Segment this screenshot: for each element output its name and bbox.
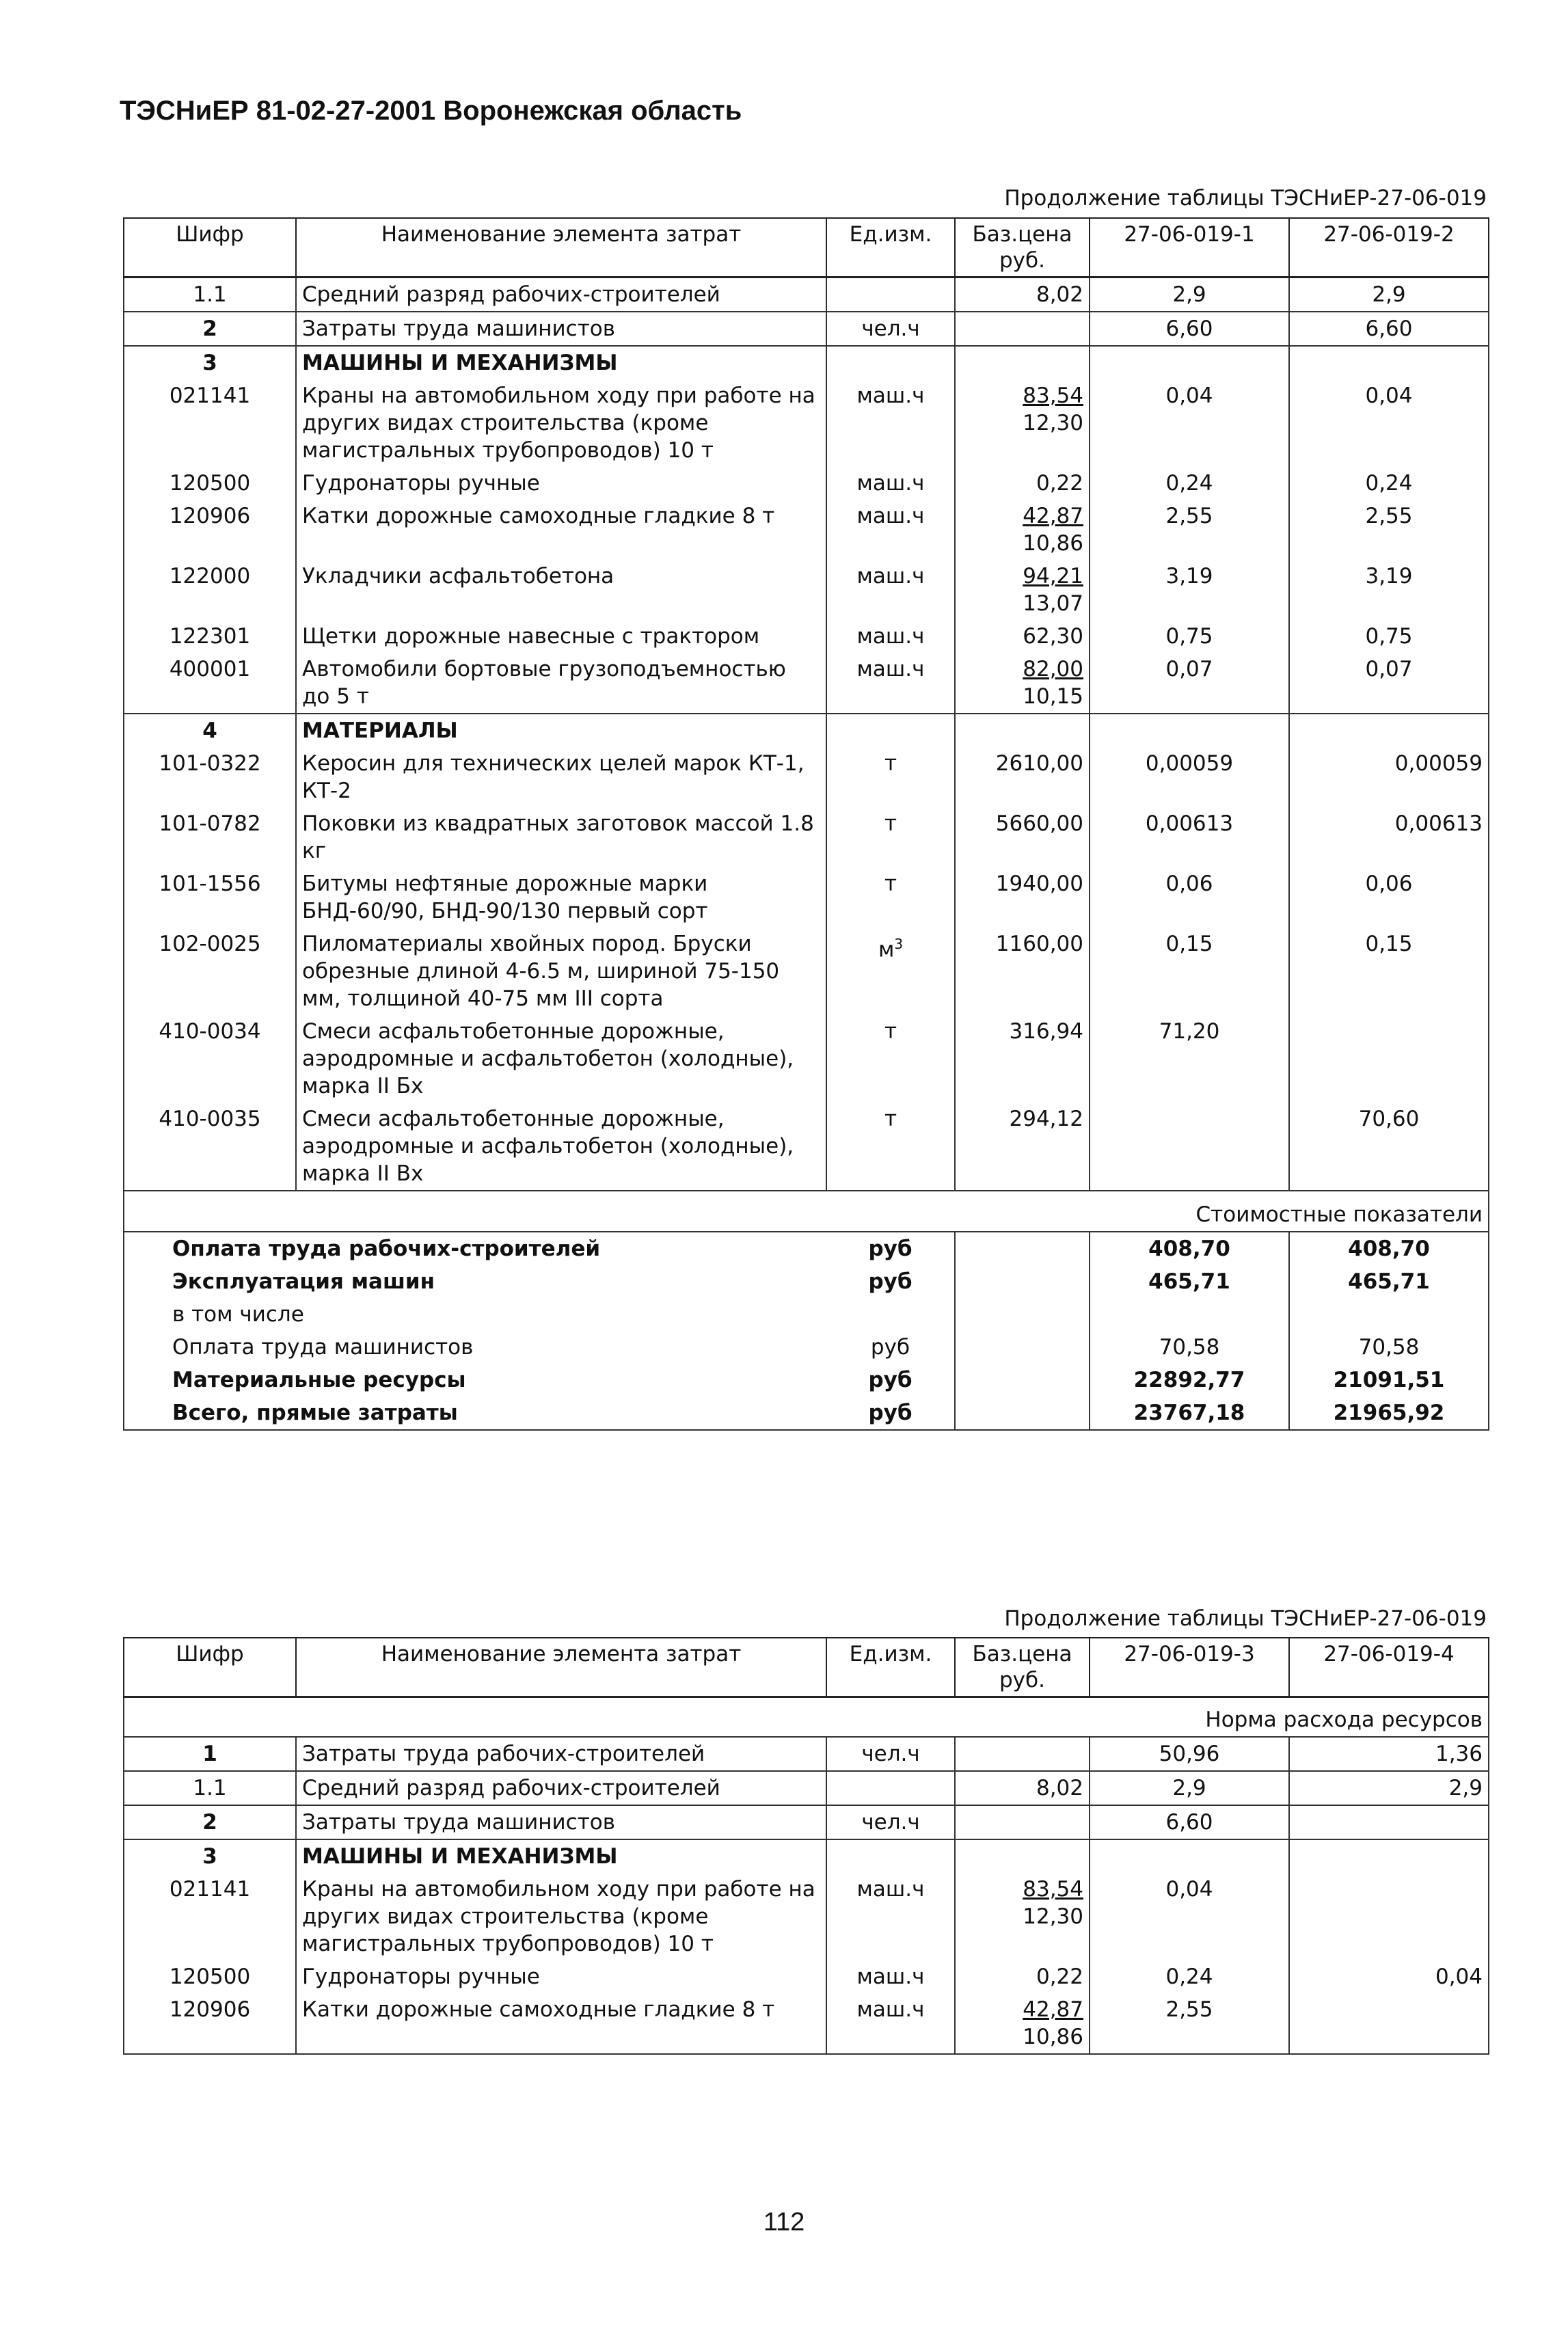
table-row [124,807,1489,867]
table-row [124,1960,1489,1993]
resource-table-1 [123,217,1489,1431]
table-cell: 0,75 [1289,620,1489,653]
table-cell: Катки дорожные самоходные гладкие 8 т [296,1993,826,2054]
table-cell: Щетки дорожные навесные с трактором [296,620,826,653]
table-cell: Норма расхода ресурсов [1090,1697,1489,1738]
table-cell [1090,346,1289,379]
table-cell: 102-0025 [124,928,296,1015]
cell-text: 83,54 [1023,383,1083,408]
cell-text: 10,86 [1023,2025,1083,2049]
table-cell: 0,06 [1289,867,1489,928]
table-cell [955,1331,1090,1364]
header-code: Шифр [124,1638,296,1697]
table-row [124,1103,1489,1191]
table-cell: 0,00613 [1090,807,1289,867]
table-cell: 0,04 [1289,379,1489,467]
section-row-materials [124,714,1489,747]
table-cell: Затраты труда машинистов [296,312,826,346]
table-cell: 465,71 [1090,1265,1289,1298]
cost-row [124,1298,1489,1331]
table-cell: МАШИНЫ И МЕХАНИЗМЫ [296,1839,826,1873]
cell-text: 3 [894,936,904,952]
cost-row [124,1232,1489,1265]
table-cell: 1 [124,1737,296,1771]
table-row [124,312,1489,346]
table-cell: Оплата труда рабочих-строителей [124,1232,826,1265]
header-unit: Ед.изм. [826,1638,955,1697]
table-cell [955,1232,1090,1265]
cell-text: 82,00 [1023,657,1083,681]
table-cell [826,278,955,312]
table-row [124,1993,1489,2054]
table-cell: Эксплуатация машин [124,1265,826,1298]
table-header-row [124,1638,1489,1697]
table-cell: 2,55 [1289,500,1489,560]
table-cell: 0,00059 [1090,747,1289,807]
table-cell [955,560,1090,620]
table-row [124,1873,1489,1960]
table-cell: 0,00059 [1289,747,1489,807]
table-cell: маш.ч [826,560,955,620]
table-cell [124,1697,1090,1738]
table-cell [1289,1298,1489,1331]
table-cell: Всего, прямые затраты [124,1396,826,1430]
table-row [124,1805,1489,1839]
cell-text: Баз.цена [972,222,1072,247]
table-cell: 8,02 [955,278,1090,312]
table-cell: 316,94 [955,1015,1090,1103]
table-cell [1289,1805,1489,1839]
table-cell: 120500 [124,1960,296,1993]
table-cell: Стоимостные показатели [1090,1191,1489,1232]
cell-text: 42,87 [1023,504,1083,528]
cell-text: 94,21 [1023,564,1083,589]
table-cell: Материальные ресурсы [124,1364,826,1396]
table-cell: 50,96 [1090,1737,1289,1771]
table-cell: руб [826,1265,955,1298]
cell-text: м [878,937,895,962]
table-cell: МАШИНЫ И МЕХАНИЗМЫ [296,346,826,379]
table-cell [826,714,955,747]
table-cell: 410-0035 [124,1103,296,1191]
table-cell: маш.ч [826,1960,955,1993]
table-cell: маш.ч [826,500,955,560]
table-cell [955,379,1090,467]
table-cell: 021141 [124,1873,296,1960]
table-cell: 0,22 [955,1960,1090,1993]
table-cell: т [826,807,955,867]
header-col1: 27-06-019-3 [1090,1638,1289,1697]
table-cell: руб [826,1232,955,1265]
table-row [124,653,1489,714]
table-cell: 23767,18 [1090,1396,1289,1430]
header-price [955,218,1090,278]
cell-text: 10,86 [1023,531,1083,556]
table-cell: 2 [124,312,296,346]
table-cell [826,1839,955,1873]
table-cell [955,1993,1090,2054]
table-cell: т [826,1103,955,1191]
table-cell: руб [826,1396,955,1430]
table-cell [1289,346,1489,379]
table-cell: 2,9 [1090,1771,1289,1805]
table-cell: Укладчики асфальтобетона [296,560,826,620]
table-cell [826,928,955,1015]
table-cell: Поковки из квадратных заготовок массой 1.8 кг [296,807,826,867]
table-cell [955,1265,1090,1298]
table-cell: 410-0034 [124,1015,296,1103]
table-row [124,500,1489,560]
header-col2: 27-06-019-2 [1289,218,1489,278]
continuation-note-1: Продолжение таблицы ТЭСНиЕР-27-06-019 [1004,186,1487,211]
table-cell: 122301 [124,620,296,653]
table-cell: 0,24 [1090,467,1289,500]
table-cell: 0,24 [1289,467,1489,500]
table-cell: Краны на автомобильном ходу при работе на других видах строительства (кроме магистральных трубопроводов) 10 т [296,379,826,467]
table-row [124,867,1489,928]
section-row-machines [124,1839,1489,1873]
table-cell: 101-0322 [124,747,296,807]
table-cell: 0,15 [1090,928,1289,1015]
table-cell [1289,1873,1489,1960]
table-cell: 0,07 [1289,653,1489,714]
table-cell: 1160,00 [955,928,1090,1015]
header-name: Наименование элемента затрат [296,1638,826,1697]
continuation-note-2: Продолжение таблицы ТЭСНиЕР-27-06-019 [1004,1606,1487,1631]
table-cell: Краны на автомобильном ходу при работе на других видах строительства (кроме магистральных трубопроводов) 10 т [296,1873,826,1960]
table-cell [826,1771,955,1805]
table-cell [826,1298,955,1331]
cost-row [124,1331,1489,1364]
table-cell: чел.ч [826,312,955,346]
table-cell: 0,06 [1090,867,1289,928]
table-cell: 2,55 [1090,500,1289,560]
table-cell: Средний разряд рабочих-строителей [296,278,826,312]
table-cell: 294,12 [955,1103,1090,1191]
table-cell: маш.ч [826,467,955,500]
table-cell [955,1298,1090,1331]
table-cell: 2,9 [1289,278,1489,312]
table-cell [1090,1103,1289,1191]
table-cell [1090,714,1289,747]
table-cell: 0,24 [1090,1960,1289,1993]
table-cell: Затраты труда машинистов [296,1805,826,1839]
table-cell [955,1396,1090,1430]
table-cell: в том числе [124,1298,826,1331]
table-cell: 408,70 [1289,1232,1489,1265]
table-cell: Гудронаторы ручные [296,467,826,500]
table-cell: 400001 [124,653,296,714]
table-row [124,1015,1489,1103]
cost-row [124,1265,1489,1298]
table-cell [955,1805,1090,1839]
cost-header-row [124,1191,1489,1232]
table-cell: маш.ч [826,653,955,714]
table-cell: 1.1 [124,278,296,312]
header-name: Наименование элемента затрат [296,218,826,278]
table-cell: 22892,77 [1090,1364,1289,1396]
table-header-row [124,218,1489,278]
table-cell [1289,1015,1489,1103]
table-cell [124,1191,1090,1232]
table-cell: т [826,1015,955,1103]
table-cell: 120906 [124,500,296,560]
table-row [124,379,1489,467]
table-cell: 62,30 [955,620,1090,653]
table-cell [955,714,1090,747]
table-row [124,928,1489,1015]
table-cell [955,346,1090,379]
table-cell [1289,1993,1489,2054]
table-cell: 3,19 [1090,560,1289,620]
table-cell: 5660,00 [955,807,1090,867]
table-cell: 0,07 [1090,653,1289,714]
table-cell: Керосин для технических целей марок КТ-1, КТ-2 [296,747,826,807]
header-col2: 27-06-019-4 [1289,1638,1489,1697]
table-cell [1289,1839,1489,1873]
table-cell: чел.ч [826,1737,955,1771]
table-cell: руб [826,1331,955,1364]
table-cell: Битумы нефтяные дорожные марки БНД-60/90, БНД-90/130 первый сорт [296,867,826,928]
table-cell: 0,00613 [1289,807,1489,867]
table-cell: Гудронаторы ручные [296,1960,826,1993]
table-cell: 70,58 [1289,1331,1489,1364]
table-cell: 101-0782 [124,807,296,867]
table-row [124,278,1489,312]
table-cell: 1,36 [1289,1737,1489,1771]
table-cell: Смеси асфальтобетонные дорожные, аэродромные и асфальтобетон (холодные), марка II Бх [296,1015,826,1103]
header-price [955,1638,1090,1697]
cost-row [124,1364,1489,1396]
table-cell: 3,19 [1289,560,1489,620]
table-cell: 2,55 [1090,1993,1289,2054]
cell-text: 13,07 [1023,591,1083,616]
table-cell: 70,60 [1289,1103,1489,1191]
table-cell: маш.ч [826,1993,955,2054]
table-cell: 0,04 [1090,1873,1289,1960]
table-cell: 21091,51 [1289,1364,1489,1396]
table-cell: Затраты труда рабочих-строителей [296,1737,826,1771]
cell-text: руб. [999,248,1045,273]
table-cell [955,1873,1090,1960]
table-cell [955,1737,1090,1771]
table-cell: 465,71 [1289,1265,1489,1298]
table-cell: т [826,867,955,928]
table-cell: 6,60 [1090,1805,1289,1839]
table-cell [955,312,1090,346]
table-cell [955,500,1090,560]
table-cell: Катки дорожные самоходные гладкие 8 т [296,500,826,560]
cell-text: 83,54 [1023,1877,1083,1902]
table-row [124,1737,1489,1771]
table-cell: 0,75 [1090,620,1289,653]
table-cell [955,1364,1090,1396]
table-cell [1090,1298,1289,1331]
section-row-machines [124,346,1489,379]
table-cell: Пиломатериалы хвойных пород. Бруски обрезные длиной 4-6.5 м, шириной 75-150 мм, толщиной 40-75 мм III сорта [296,928,826,1015]
cell-text: 12,30 [1023,411,1083,435]
resource-table-2 [123,1637,1489,2055]
table-row [124,747,1489,807]
table-cell: 2 [124,1805,296,1839]
cell-text: 42,87 [1023,1997,1083,2022]
table-cell: Смеси асфальтобетонные дорожные, аэродромные и асфальтобетон (холодные), марка II Вх [296,1103,826,1191]
cell-text: Баз.цена [972,1642,1072,1666]
table-cell: маш.ч [826,620,955,653]
table-cell: 1.1 [124,1771,296,1805]
table-cell: 1940,00 [955,867,1090,928]
table-cell [826,346,955,379]
table-cell: маш.ч [826,379,955,467]
table-cell: т [826,747,955,807]
table-cell: 4 [124,714,296,747]
table-cell: 6,60 [1090,312,1289,346]
table-cell: Средний разряд рабочих-строителей [296,1771,826,1805]
document-title: ТЭСНиЕР 81-02-27-2001 Воронежская область [120,96,742,126]
cell-text: 10,15 [1023,684,1083,709]
header-col1: 27-06-019-1 [1090,218,1289,278]
cell-text: 12,30 [1023,1904,1083,1929]
table-cell: 0,15 [1289,928,1489,1015]
table-cell: 101-1556 [124,867,296,928]
table-cell: 21965,92 [1289,1396,1489,1430]
norm-header-row [124,1697,1489,1738]
table-cell: 2,9 [1090,278,1289,312]
table-cell: 70,58 [1090,1331,1289,1364]
table-cell: 120500 [124,467,296,500]
cell-text: руб. [999,1668,1045,1692]
table-cell: 2610,00 [955,747,1090,807]
table-cell: 71,20 [1090,1015,1289,1103]
table-cell: МАТЕРИАЛЫ [296,714,826,747]
table-cell: 3 [124,346,296,379]
table-cell: Оплата труда машинистов [124,1331,826,1364]
table-cell: 122000 [124,560,296,620]
header-unit: Ед.изм. [826,218,955,278]
table-cell: 8,02 [955,1771,1090,1805]
table-row [124,560,1489,620]
page-number: 112 [763,2208,805,2237]
header-code: Шифр [124,218,296,278]
table-row [124,1771,1489,1805]
table-cell: руб [826,1364,955,1396]
table-cell [1289,714,1489,747]
table-row [124,467,1489,500]
table-cell: 0,22 [955,467,1090,500]
table-cell: маш.ч [826,1873,955,1960]
table-cell: чел.ч [826,1805,955,1839]
table-cell: 6,60 [1289,312,1489,346]
table-cell: 408,70 [1090,1232,1289,1265]
table-cell [955,653,1090,714]
table-cell: Автомобили бортовые грузоподъемностью до 5 т [296,653,826,714]
table-row [124,620,1489,653]
table-cell: 120906 [124,1993,296,2054]
table-cell: 0,04 [1090,379,1289,467]
table-cell: 2,9 [1289,1771,1489,1805]
table-cell [955,1839,1090,1873]
table-cell: 021141 [124,379,296,467]
table-cell: 3 [124,1839,296,1873]
table-cell [1090,1839,1289,1873]
cost-row [124,1396,1489,1430]
table-cell: 0,04 [1289,1960,1489,1993]
